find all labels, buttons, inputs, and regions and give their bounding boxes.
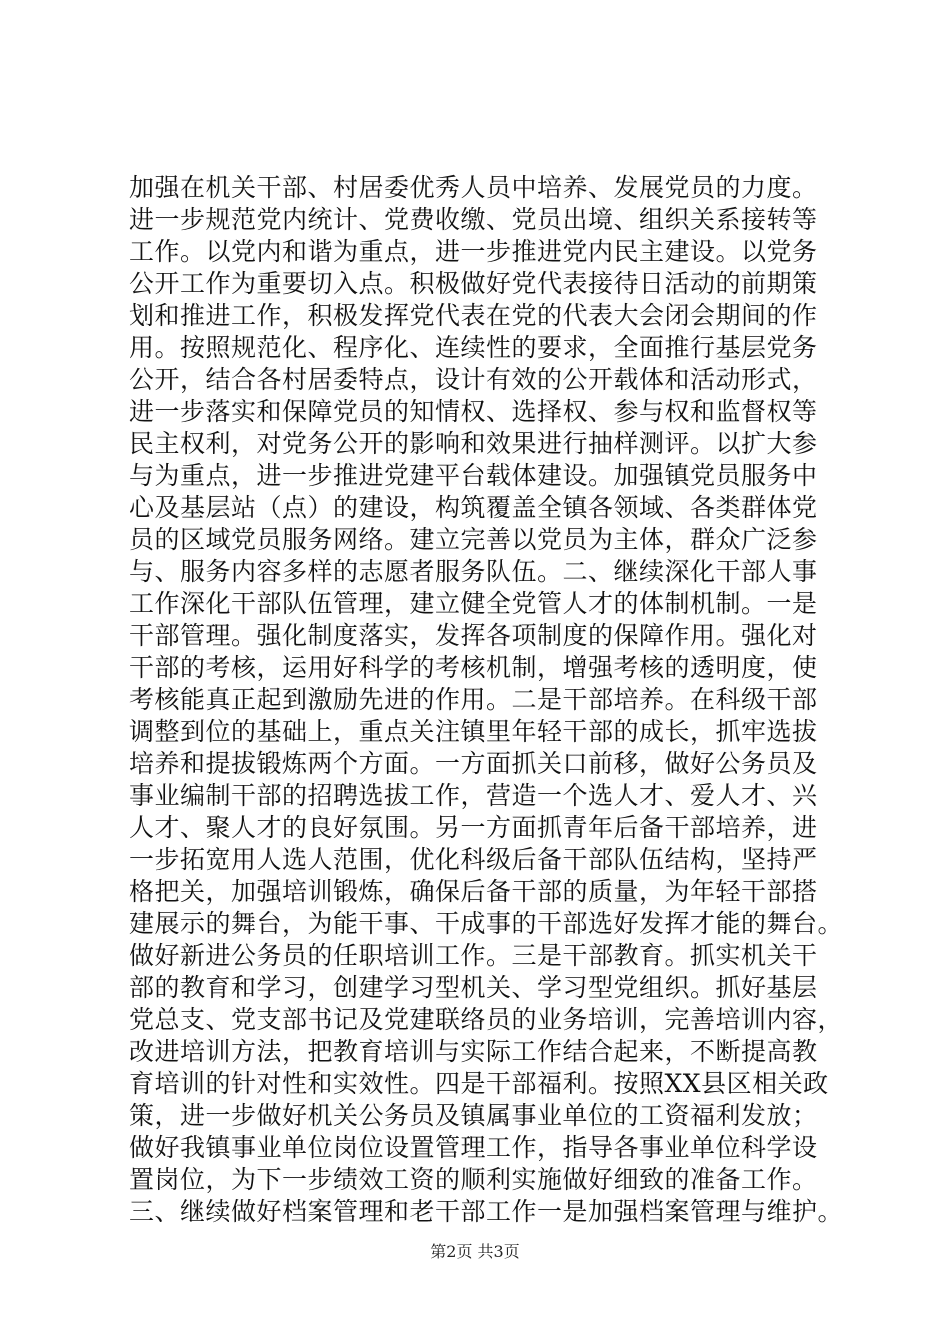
text-line: 心及基层站（点）的建设，构筑覆盖全镇各领域、各类群体党 [129, 493, 818, 522]
text-line: 格把关，加强培训锻炼，确保后备干部的质量，为年轻干部搭 [129, 877, 818, 906]
text-line: 加强在机关干部、村居委优秀人员中培养、发展党员的力度。 [129, 173, 818, 202]
text-line: 事业编制干部的招聘选拔工作，营造一个选人才、爱人才、兴 [129, 781, 818, 810]
text-line: 调整到位的基础上，重点关注镇里年轻干部的成长，抓牢选拔 [129, 717, 818, 746]
text-line: 人才、聚人才的良好氛围。另一方面抓青年后备干部培养，进 [129, 813, 818, 842]
text-line: 与为重点，进一步推进党建平台载体建设。加强镇党员服务中 [129, 461, 818, 490]
text-line: 三、继续做好档案管理和老干部工作一是加强档案管理与维护。 [129, 1197, 844, 1226]
text-line: 进一步规范党内统计、党费收缴、党员出境、组织关系接转等 [129, 205, 818, 234]
text-line: 培养和提拔锻炼两个方面。一方面抓关口前移，做好公务员及 [129, 749, 818, 778]
text-line: 民主权利，对党务公开的影响和效果进行抽样测评。以扩大参 [129, 429, 818, 458]
text-line: 改进培训方法，把教育培训与实际工作结合起来，不断提高教 [129, 1037, 818, 1066]
text-line: 用。按照规范化、程序化、连续性的要求，全面推行基层党务 [129, 333, 818, 362]
text-line: 育培训的针对性和实效性。四是干部福利。按照XX县区相关政 [129, 1069, 829, 1098]
text-line: 与、服务内容多样的志愿者服务队伍。二、继续深化干部人事 [129, 557, 818, 586]
text-line: 干部的考核，运用好科学的考核机制，增强考核的透明度，使 [129, 653, 818, 682]
text-line: 部的教育和学习，创建学习型机关、学习型党组织。抓好基层 [129, 973, 818, 1002]
page-number-footer: 第2页 共3页 [430, 1242, 520, 1261]
text-line: 做好新进公务员的任职培训工作。三是干部教育。抓实机关干 [129, 941, 818, 970]
text-line: 做好我镇事业单位岗位设置管理工作，指导各事业单位科学设 [129, 1133, 818, 1162]
text-line: 置岗位，为下一步绩效工资的顺利实施做好细致的准备工作。 [129, 1165, 818, 1194]
text-line: 党总支、党支部书记及党建联络员的业务培训，完善培训内容， [129, 1005, 844, 1034]
text-line: 公开工作为重要切入点。积极做好党代表接待日活动的前期策 [129, 269, 818, 298]
text-line: 考核能真正起到激励先进的作用。二是干部培养。在科级干部 [129, 685, 818, 714]
body-text [129, 172, 849, 1228]
text-line: 建展示的舞台，为能干事、干成事的干部选好发挥才能的舞台。 [129, 909, 844, 938]
text-line: 工作。以党内和谐为重点，进一步推进党内民主建设。以党务 [129, 237, 818, 266]
text-line: 策，进一步做好机关公务员及镇属事业单位的工资福利发放； [129, 1101, 818, 1130]
text-line: 进一步落实和保障党员的知情权、选择权、参与权和监督权等 [129, 397, 818, 426]
text-line: 公开，结合各村居委特点，设计有效的公开载体和活动形式， [129, 365, 818, 394]
text-line: 一步拓宽用人选人范围，优化科级后备干部队伍结构，坚持严 [129, 845, 818, 874]
text-line: 员的区域党员服务网络。建立完善以党员为主体，群众广泛参 [129, 525, 818, 554]
text-line: 划和推进工作，积极发挥党代表在党的代表大会闭会期间的作 [129, 301, 818, 330]
text-line: 工作深化干部队伍管理，建立健全党管人才的体制机制。一是 [129, 589, 818, 618]
text-line: 干部管理。强化制度落实，发挥各项制度的保障作用。强化对 [129, 621, 818, 650]
